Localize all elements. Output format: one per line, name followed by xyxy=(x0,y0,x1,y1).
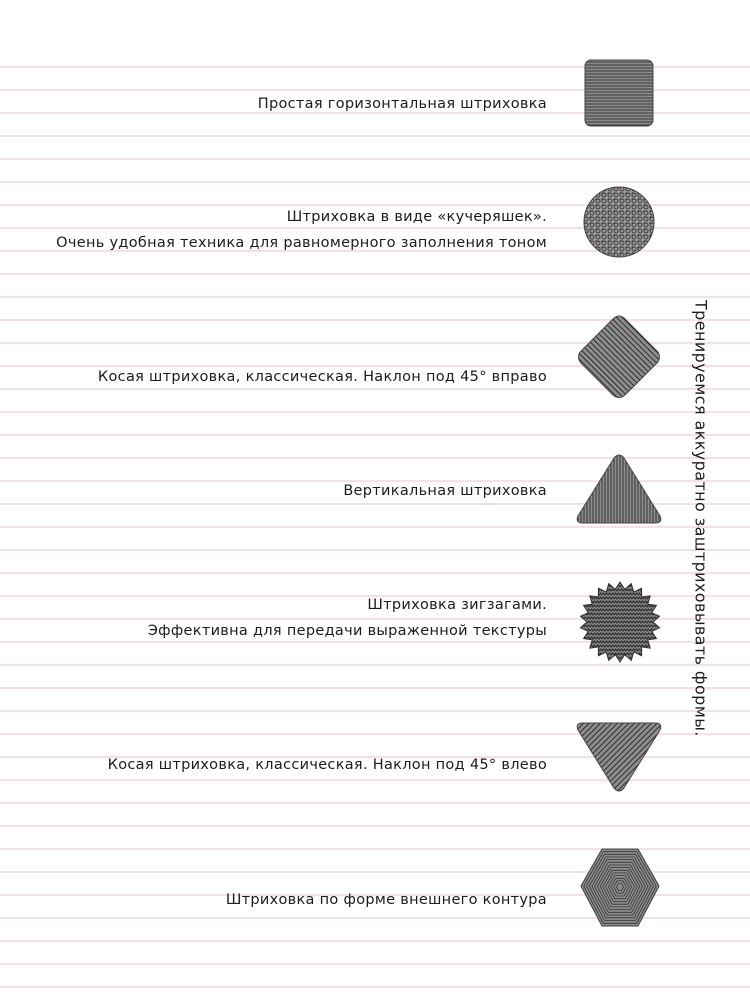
caption-line: Очень удобная техника для равномерного заполнения тоном xyxy=(56,235,547,251)
hexagon-contour-hatch xyxy=(578,846,662,930)
caption-diagonal-left xyxy=(108,756,547,774)
caption-line: Вертикальная штриховка xyxy=(343,483,547,499)
caption-diagonal-right xyxy=(98,368,547,386)
triangle-vertical-hatch xyxy=(574,452,664,526)
caption-vertical xyxy=(343,482,547,500)
caption-contour xyxy=(226,891,547,909)
caption-line: Штриховка по форме внешнего контура xyxy=(225,892,547,908)
caption-line: Штриховка зигзагами. xyxy=(367,597,547,613)
diamond-diagonal-hatch xyxy=(574,313,664,401)
caption-line: Простая горизонтальная штриховка xyxy=(257,96,547,112)
caption-line: Косая штриховка, классическая. Наклон под 45° вправо xyxy=(97,369,547,385)
starburst-zigzag-hatch xyxy=(578,580,662,664)
square-horizontal-hatch xyxy=(583,58,655,128)
caption-zigzag xyxy=(148,596,547,640)
caption-curls xyxy=(56,208,547,252)
caption-line: Штриховка в виде «кучеряшек». xyxy=(286,209,547,225)
caption-line: Косая штриховка, классическая. Наклон под 45° влево xyxy=(107,757,547,773)
inverted-triangle-diagonal-hatch xyxy=(574,720,664,794)
circle-curl-hatch xyxy=(583,186,655,258)
caption-line: Эффективна для передачи выраженной текстуры xyxy=(147,623,547,639)
caption-horizontal xyxy=(258,95,547,113)
page-title: Тренируемся аккуратно заштриховывать формы. xyxy=(691,300,711,737)
